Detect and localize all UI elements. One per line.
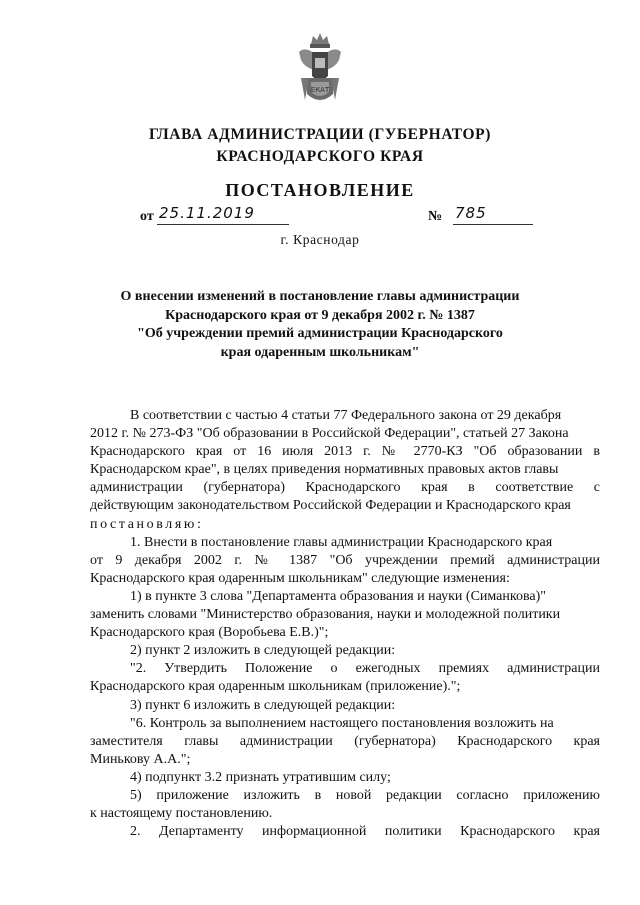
body-line: от 9 декабря 2002 г. № 1387 "Об учреждении премий администрации: [90, 552, 600, 568]
date-number-row: [0, 204, 640, 230]
body-line: администрации (губернатора) Краснодарского края в соответствие с: [90, 480, 600, 496]
krasnodar-coat-of-arms-icon: [295, 30, 345, 110]
title-line: О внесении изменений в постановление главы администрации: [120, 289, 520, 304]
body-line: заместителя главы администрации (губернатора) Краснодарского края: [90, 733, 600, 749]
number-prefix: №: [428, 209, 443, 224]
title-line: края одаренным школьникам": [220, 344, 420, 360]
body-line: 2012 г. № 273-ФЗ "Об образовании в Российской Федерации", статьей 27 Закона: [90, 426, 569, 442]
body-line: Краснодарского края от 16 июля 2013 г. № 2770-КЗ "Об образовании в: [90, 444, 600, 460]
body-line: Краснодарского края (Воробьева Е.В.)";: [90, 625, 329, 641]
authority-line-1: ГЛАВА АДМИНИСТРАЦИИ (ГУБЕРНАТОР): [149, 126, 491, 143]
document-body: [90, 407, 600, 841]
body-line: Краснодарском крае", в целях приведения нормативных правовых актов главы: [90, 462, 559, 478]
body-line: постановляю:: [90, 516, 204, 532]
document-title: [90, 288, 550, 362]
body-line: В соответствии с частью 4 статьи 77 Федерального закона от 29 декабря: [130, 408, 562, 423]
svg-text:ЕКАТ: ЕКАТ: [310, 86, 330, 94]
body-line: Краснодарского края одаренным школьникам" следующие изменения:: [90, 570, 510, 586]
body-line: "6. Контроль за выполнением настоящего постановления возложить на: [130, 715, 554, 731]
document-type: ПОСТАНОВЛЕНИЕ: [225, 180, 415, 200]
document-number: 785: [453, 204, 533, 225]
body-line: 1) в пункте 3 слова "Департамента образования и науки (Симанкова)": [130, 588, 546, 604]
body-line: 2) пункт 2 изложить в следующей редакции:: [130, 643, 396, 659]
title-line: "Об учреждении премий администрации Краснодарского: [137, 326, 503, 341]
city: г. Краснодар: [280, 232, 360, 247]
authority-line-2: КРАСНОДАРСКОГО КРАЯ: [216, 148, 424, 165]
body-line: заменить словами "Министерство образования, науки и молодежной политики: [90, 607, 561, 623]
body-line: к настоящему постановлению.: [90, 806, 273, 822]
body-line: 4) подпункт 3.2 признать утратившим силу;: [130, 769, 391, 785]
body-line: 5) приложение изложить в новой редакции согласно приложению: [130, 787, 600, 803]
body-line: Минькову А.А.";: [90, 751, 191, 767]
body-line: "2. Утвердить Положение о ежегодных премиях администрации: [130, 661, 600, 677]
body-line: 1. Внести в постановление главы администрации Краснодарского края: [130, 534, 553, 550]
body-line: действующим законодательством Российской Федерации и Краснодарского края: [90, 498, 571, 514]
title-line: Краснодарского края от 9 декабря 2002 г. № 1387: [165, 307, 475, 323]
body-line: 2. Департаменту информационной политики Краснодарского края: [130, 824, 600, 840]
body-line: Краснодарского края одаренным школьникам (приложение).";: [90, 679, 461, 695]
body-line: 3) пункт 6 изложить в следующей редакции:: [130, 697, 396, 713]
document-date: 25.11.2019: [157, 204, 289, 225]
issuing-authority: [0, 124, 640, 168]
date-prefix: от: [140, 209, 154, 224]
